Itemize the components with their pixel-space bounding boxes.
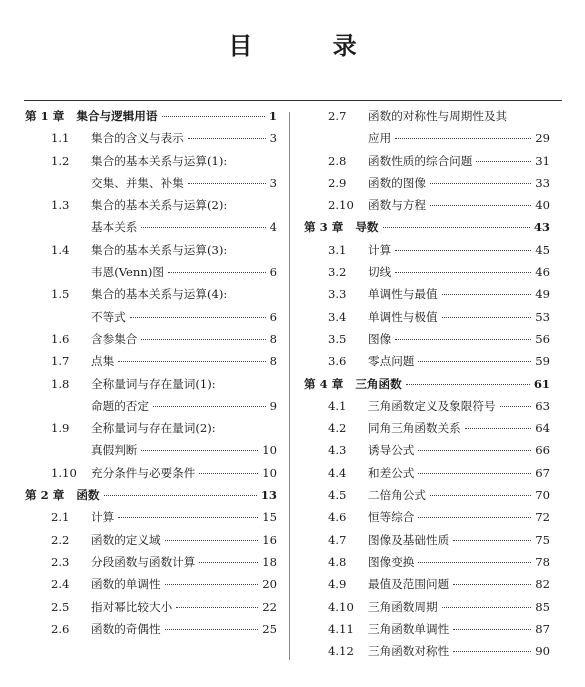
entry-title: 集合的基本关系与运算(3): [91, 242, 228, 257]
entry-page-number: 49 [535, 287, 550, 302]
entry-title: 图像 [368, 331, 392, 346]
entry-title: 全称量词与存在量词(2): [91, 421, 216, 436]
entry-number: 2.9 [328, 175, 347, 190]
toc-entry[interactable] [25, 130, 277, 152]
entry-number: 4.4 [328, 465, 347, 480]
entry-title: 集合的基本关系与运算(2): [91, 198, 228, 213]
entry-number: 2.10 [328, 198, 354, 213]
entry-number: 2.5 [51, 599, 70, 614]
dot-leader [453, 629, 531, 630]
entry-number: 2.6 [51, 621, 70, 636]
entry-page-number: 75 [535, 532, 550, 547]
entry-number: 2.3 [51, 554, 70, 569]
dot-leader [442, 294, 532, 295]
entry-title: 集合的基本关系与运算(1): [91, 153, 228, 168]
entry-number: 4.1 [328, 398, 347, 413]
entry-page-number: 6 [269, 265, 277, 280]
entry-title: 同角三角函数关系 [368, 421, 461, 436]
toc-entry[interactable] [25, 532, 277, 554]
dot-leader [395, 272, 531, 273]
dot-leader [465, 428, 531, 429]
entry-number: 3.2 [328, 265, 347, 280]
entry-page-number: 61 [533, 376, 550, 391]
entry-number: 4.2 [328, 421, 347, 436]
dot-leader [395, 339, 531, 340]
dot-leader [118, 517, 258, 518]
toc-entry[interactable] [304, 353, 550, 375]
toc-entry[interactable] [25, 353, 277, 375]
toc-entry[interactable] [304, 197, 550, 219]
toc-entry[interactable] [25, 376, 277, 398]
toc-entry[interactable] [25, 175, 277, 197]
entry-title: 真假判断 [91, 443, 138, 458]
entry-page-number: 87 [535, 621, 550, 636]
dot-leader [130, 317, 266, 318]
entry-number: 4.3 [328, 443, 347, 458]
entry-number: 1.2 [51, 153, 70, 168]
entry-page-number: 3 [269, 131, 277, 146]
dot-leader [395, 250, 531, 251]
entry-page-number: 43 [533, 220, 550, 235]
toc-entry[interactable] [25, 465, 277, 487]
entry-page-number: 10 [262, 465, 277, 480]
entry-title: 集合的含义与表示 [91, 131, 184, 146]
entry-title: 单调性与最值 [368, 287, 438, 302]
entry-title: 不等式 [91, 309, 126, 324]
dot-leader [418, 517, 531, 518]
dot-leader [188, 183, 266, 184]
entry-title: 计算 [368, 242, 392, 257]
toc-entry[interactable] [25, 621, 277, 643]
dot-leader [453, 540, 531, 541]
entry-number: 3.5 [328, 331, 347, 346]
dot-leader [418, 473, 531, 474]
toc-entry[interactable] [304, 398, 550, 420]
entry-title: 诱导公式 [368, 443, 415, 458]
entry-page-number: 9 [269, 398, 277, 413]
entry-number: 1.5 [51, 287, 70, 302]
toc-entry[interactable] [304, 554, 550, 576]
entry-title: 命题的否定 [91, 398, 149, 413]
entry-page-number: 22 [262, 599, 277, 614]
toc-entry[interactable] [304, 420, 550, 442]
entry-number: 1.10 [51, 465, 77, 480]
toc-left-column [25, 108, 277, 643]
entry-number: 1.8 [51, 376, 70, 391]
entry-page-number: 10 [262, 443, 277, 458]
toc-entry[interactable] [304, 331, 550, 353]
entry-title: 函数的定义域 [91, 532, 161, 547]
entry-number: 4.8 [328, 554, 347, 569]
dot-leader [476, 161, 531, 162]
toc-entry[interactable] [25, 420, 277, 442]
column-divider [289, 112, 290, 660]
entry-page-number: 25 [262, 621, 277, 636]
entry-title: 应用 [368, 131, 392, 146]
entry-number: 4.9 [328, 577, 347, 592]
entry-page-number: 63 [535, 398, 550, 413]
entry-title: 恒等综合 [368, 510, 415, 525]
entry-page-number: 59 [535, 354, 550, 369]
entry-title: 三角函数定义及象限符号 [368, 398, 496, 413]
toc-entry[interactable] [304, 442, 550, 464]
entry-page-number: 45 [535, 242, 550, 257]
dot-leader [118, 361, 265, 362]
entry-title: 函数的对称性与周期性及其 [368, 109, 508, 123]
entry-number: 4.12 [328, 644, 354, 659]
toc-entry[interactable] [304, 175, 550, 197]
dot-leader [199, 473, 258, 474]
entry-title: 三角函数单调性 [368, 621, 450, 636]
entry-title: 和差公式 [368, 465, 415, 480]
entry-title: 函数的单调性 [91, 577, 161, 592]
entry-page-number: 13 [260, 488, 277, 503]
entry-number: 1.4 [51, 242, 70, 257]
entry-title: 充分条件与必要条件 [91, 465, 196, 480]
toc-entry[interactable] [25, 242, 277, 264]
entry-number: 3.1 [328, 242, 347, 257]
toc-entry[interactable] [304, 621, 550, 643]
entry-title: 单调性与极值 [368, 309, 438, 324]
entry-title: 三角函数对称性 [368, 644, 450, 659]
entry-title: 含参集合 [91, 331, 138, 346]
toc-entry[interactable] [25, 197, 277, 219]
entry-number: 第 3 章 [304, 220, 344, 235]
toc-entry[interactable] [304, 487, 550, 509]
entry-number: 1.1 [51, 131, 70, 146]
dot-leader [176, 607, 258, 608]
toc-entry[interactable] [25, 309, 277, 331]
dot-leader [406, 384, 530, 385]
entry-number: 4.7 [328, 532, 347, 547]
toc-right-column [304, 108, 550, 665]
dot-leader [442, 607, 532, 608]
entry-number: 3.4 [328, 309, 347, 324]
entry-number: 2.7 [328, 109, 347, 123]
entry-title: 点集 [91, 354, 115, 369]
toc-entry[interactable] [304, 242, 550, 264]
entry-page-number: 82 [535, 577, 550, 592]
toc-entry[interactable] [25, 219, 277, 241]
dot-leader [453, 584, 531, 585]
entry-page-number: 29 [535, 131, 550, 146]
entry-title: 图像变换 [368, 554, 415, 569]
entry-page-number: 66 [535, 443, 550, 458]
toc-entry[interactable] [304, 599, 550, 621]
entry-title: 交集、并集、补集 [91, 175, 184, 190]
entry-page-number: 78 [535, 554, 550, 569]
dot-leader [165, 629, 259, 630]
toc-entry[interactable] [304, 130, 550, 152]
entry-page-number: 3 [269, 175, 277, 190]
entry-number: 4.6 [328, 510, 347, 525]
page-title: 目 录 [228, 31, 393, 60]
dot-leader [500, 406, 532, 407]
toc-chapter-entry[interactable] [304, 219, 550, 241]
entry-page-number: 90 [535, 644, 550, 659]
dot-leader [418, 361, 531, 362]
toc-entry[interactable] [304, 465, 550, 487]
dot-leader [168, 272, 266, 273]
dot-leader [162, 116, 265, 117]
toc-entry[interactable] [304, 286, 550, 308]
entry-title: 二倍角公式 [368, 488, 426, 503]
entry-title: 集合与逻辑用语 [76, 109, 158, 123]
entry-number: 2.2 [51, 532, 70, 547]
toc-entry[interactable] [304, 309, 550, 331]
entry-page-number: 56 [535, 331, 550, 346]
toc-entry[interactable] [25, 153, 277, 175]
entry-page-number: 67 [535, 465, 550, 480]
dot-leader [104, 495, 257, 496]
entry-title: 三角函数周期 [368, 599, 438, 614]
entry-page-number: 18 [262, 554, 277, 569]
entry-number: 第 1 章 [25, 109, 65, 123]
entry-number: 1.9 [51, 421, 70, 436]
entry-number: 第 2 章 [25, 488, 65, 503]
entry-page-number: 31 [535, 153, 550, 168]
toc-entry[interactable] [25, 398, 277, 420]
entry-title: 韦恩(Venn)图 [91, 265, 164, 280]
toc-entry[interactable] [25, 554, 277, 576]
dot-leader [141, 450, 258, 451]
toc-entry[interactable] [304, 576, 550, 598]
dot-leader [383, 227, 530, 228]
entry-page-number: 46 [535, 265, 550, 280]
entry-title: 切线 [368, 265, 392, 280]
entry-page-number: 16 [262, 532, 277, 547]
entry-page-number: 8 [269, 331, 277, 346]
dot-leader [442, 317, 532, 318]
entry-page-number: 8 [269, 354, 277, 369]
toc-entry[interactable] [25, 331, 277, 353]
entry-title: 图像及基础性质 [368, 532, 450, 547]
entry-number: 2.1 [51, 510, 70, 525]
entry-title: 最值及范围问题 [368, 577, 450, 592]
entry-title: 函数的图像 [368, 175, 426, 190]
dot-leader [430, 183, 531, 184]
entry-title: 全称量词与存在量词(1): [91, 376, 216, 391]
entry-page-number: 70 [535, 488, 550, 503]
entry-number: 4.11 [328, 621, 354, 636]
dot-leader [430, 205, 531, 206]
entry-title: 基本关系 [91, 220, 138, 235]
dot-leader [453, 651, 531, 652]
entry-page-number: 40 [535, 198, 550, 213]
entry-page-number: 20 [262, 577, 277, 592]
entry-page-number: 6 [269, 309, 277, 324]
entry-number: 2.8 [328, 153, 347, 168]
dot-leader [141, 227, 265, 228]
dot-leader [153, 406, 266, 407]
toc-entry[interactable] [304, 643, 550, 665]
toc-entry[interactable] [25, 576, 277, 598]
dot-leader [430, 495, 531, 496]
entry-page-number: 85 [535, 599, 550, 614]
toc-entry[interactable] [304, 509, 550, 531]
entry-number: 2.4 [51, 577, 70, 592]
dot-leader [165, 540, 259, 541]
entry-page-number: 72 [535, 510, 550, 525]
entry-title: 函数 [76, 488, 100, 503]
entry-number: 4.5 [328, 488, 347, 503]
entry-number: 1.7 [51, 354, 70, 369]
entry-title: 函数与方程 [368, 198, 426, 213]
dot-leader [141, 339, 265, 340]
dot-leader [395, 138, 531, 139]
entry-page-number: 53 [535, 309, 550, 324]
entry-title: 计算 [91, 510, 115, 525]
entry-title: 函数性质的综合问题 [368, 153, 473, 168]
entry-page-number: 4 [269, 220, 277, 235]
entry-title: 函数的奇偶性 [91, 621, 161, 636]
entry-number: 3.6 [328, 354, 347, 369]
toc-entry[interactable] [25, 286, 277, 308]
entry-number: 第 4 章 [304, 376, 344, 391]
dot-leader [418, 450, 531, 451]
entry-title: 指对幂比较大小 [91, 599, 173, 614]
entry-title: 分段函数与函数计算 [91, 554, 196, 569]
entry-number: 1.6 [51, 331, 70, 346]
toc-chapter-entry[interactable] [304, 376, 550, 398]
header-rule [24, 100, 562, 101]
toc-entry[interactable] [304, 264, 550, 286]
entry-page-number: 1 [268, 109, 277, 123]
entry-title: 集合的基本关系与运算(4): [91, 287, 228, 302]
entry-number: 4.10 [328, 599, 354, 614]
dot-leader [165, 584, 259, 585]
entry-page-number: 15 [262, 510, 277, 525]
entry-title: 导数 [355, 220, 379, 235]
toc-entry[interactable] [25, 509, 277, 531]
toc-chapter-entry[interactable] [25, 108, 277, 130]
toc-entry[interactable] [25, 442, 277, 464]
dot-leader [188, 138, 266, 139]
entry-title: 零点问题 [368, 354, 415, 369]
toc-entry[interactable] [304, 108, 550, 130]
entry-page-number: 64 [535, 421, 550, 436]
toc-entry[interactable] [304, 153, 550, 175]
entry-title: 三角函数 [355, 376, 402, 391]
toc-chapter-entry[interactable] [25, 487, 277, 509]
dot-leader [418, 562, 531, 563]
toc-entry[interactable] [25, 264, 277, 286]
entry-page-number: 33 [535, 175, 550, 190]
entry-number: 3.3 [328, 287, 347, 302]
dot-leader [199, 562, 258, 563]
entry-number: 1.3 [51, 198, 70, 213]
toc-entry[interactable] [25, 599, 277, 621]
toc-entry[interactable] [304, 532, 550, 554]
